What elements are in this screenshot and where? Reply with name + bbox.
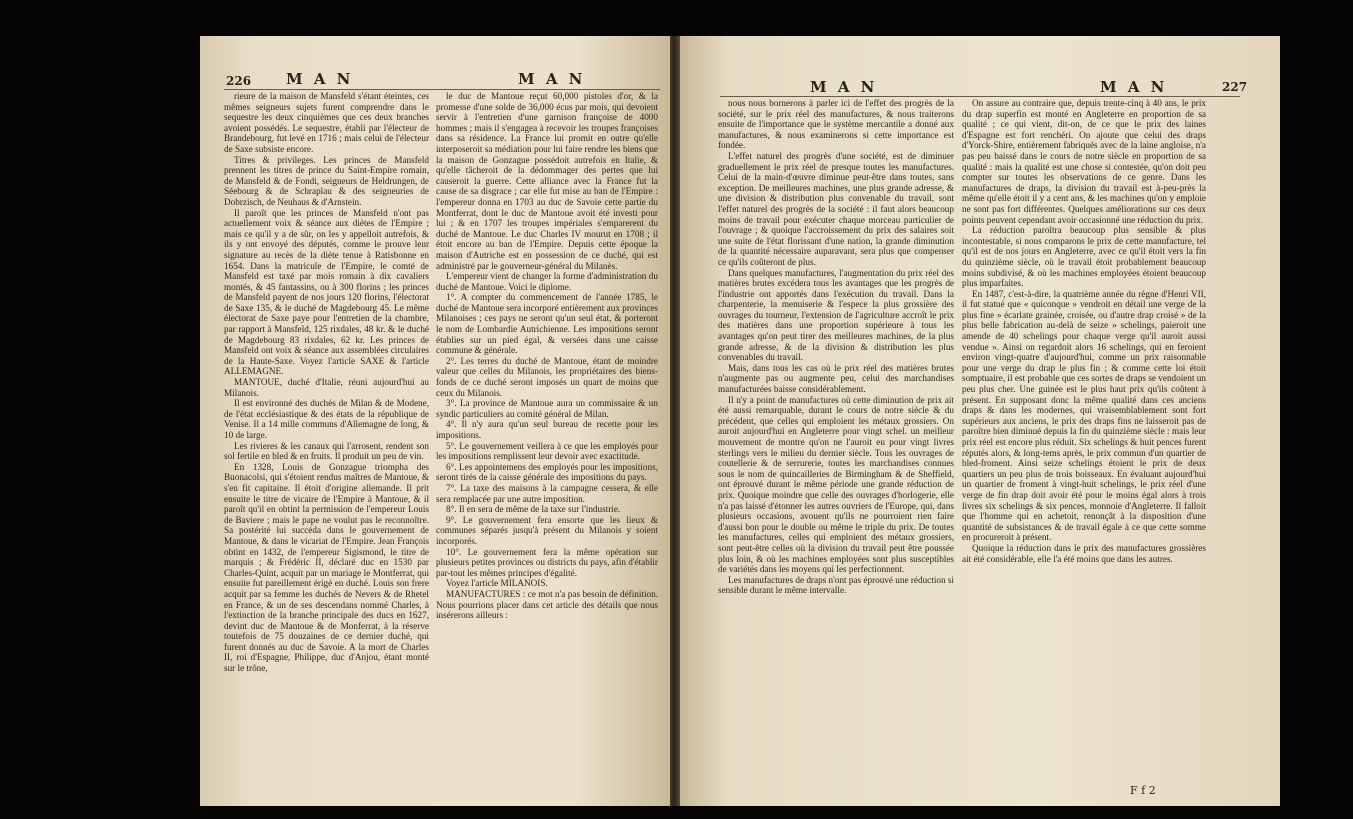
paragraph: 3°. La province de Mantoue aura un commissaire & un syndic particuliers au comité général de Milan. bbox=[436, 398, 658, 419]
running-head: M A N bbox=[518, 70, 586, 88]
running-head: M A N bbox=[810, 78, 878, 96]
signature-mark: F f 2 bbox=[1130, 784, 1156, 797]
paragraph: 10°. Le gouvernement fera la même opération sur plusieurs petites provinces ou districts du pays, afin d'établir par-tout les mêmes principes d'égalité. bbox=[436, 546, 658, 578]
paragraph: 2°. Les terres du duché de Mantoue, étant de moindre valeur que celles du Milanois, les propriétaires des biens-fonds de ce duché seront imposés un quart de moins que ceux du Milanois. bbox=[436, 355, 658, 398]
paragraph: Il n'y a point de manufactures où cette diminution de prix ait été aussi remarquable, durant le cours de notre siècle & du précédent, que celles qui emploient les métaux grossiers. On auroit aujourd'hui en Angleterre pour vingt schel. un meilleur mouvement de montre qu'on ne l'auroit eu pour vingt livres sterlings vers le milieu du dernier siècle. Tous les ouvrages de coutellerie & de serrurerie, toutes les marchandises connues sous le nom de quincailleries de Birmingham & de Sheffield, ont éprouvé durant le même période une grande réduction de prix. Quoique moindre que celle des ouvrages d'horlogerie, elle n'a pas laissé d'étonner les autres ouvriers de l'Europe, qui, dans plusieurs occasions, avouent qu'ils ne pourroient rien faire d'aussi bon pour le double ou même le triple du prix. De toutes les manufactures, celles qui emploient des métaux grossiers, sont peut-être celles où la division du travail peut être poussée plus loin, & où les machines employées sont plus susceptibles de variétés dans les moyens qui les perfectionnent. bbox=[718, 394, 954, 575]
text-column-left bbox=[718, 98, 954, 788]
paragraph: 5°. Le gouvernement veillera à ce que les employés pour les impositions remplissent leur devoir avec exactitude. bbox=[436, 440, 658, 462]
paragraph: Il paroît que les princes de Mansfeld n'ont pas actuellement voix & séance aux diètes de l'Empire ; mais ce qu'il y a de sûr, on les y appelloit autrefois, & ils y ont envoyé des députés, comme le prouve leur signature au recès de la diète tenue à Ratisbonne en 1654. Dans la matricule de l'Empire, le comté de Mansfeld est taxé par mois romain à dix cavaliers montés, & 45 fantassins, ou à 300 florins ; les princes de Mansfeld payent de nos jours 120 florins, l'électorat de Saxe 135, & le duché de Magdebourg 45. Le même électorat de Saxe paye pour l'entretien de la chambre, par rapport à Mansfeld, 125 rixdales, 48 kr. & le duché de Magdebourg 83 rixdales, 62 kr. Les princes de Mansfeld ont voix & séance aux assemblées circulaires de la Haute-Saxe. Voyez l'article SAXE & l'article ALLEMAGNE. bbox=[224, 207, 429, 377]
text-column-right bbox=[436, 91, 658, 791]
paragraph: 1°. A compter du commencement de l'année 1785, le duché de Mantoue sera incorporé entièrement aux provinces Milanoises ; ces pays ne seront qu'un seul état, & porteront le nom de Lombardie Autrichienne. Les impositions seront établies sur un pied égal, & versées dans une caisse commune & générale. bbox=[436, 292, 658, 356]
paragraph: Il est environné des duchés de Milan & de Modene, de l'état ecclésiastique & des états de la république de Venise. Il a 14 mille communs d'Allemagne de long, & 10 de large. bbox=[224, 398, 429, 440]
text-column-right bbox=[962, 98, 1206, 778]
header-rule bbox=[224, 89, 660, 90]
left-page bbox=[200, 36, 670, 806]
paragraph: Quoique la réduction dans le prix des manufactures grossières ait été considérable, elle l'a été moins que dans les autres. bbox=[962, 542, 1206, 564]
paragraph: 9°. Le gouvernement fera ensorte que les lieux & communes séparés jusqu'à présent du Milanois y soient incorporés. bbox=[436, 514, 658, 546]
running-head: M A N bbox=[1100, 78, 1168, 96]
paragraph: Les rivieres & les canaux qui l'arrosent, rendent son sol fertile en bled & en fruits. Il produit un peu de vin. bbox=[224, 440, 429, 462]
paragraph: 4°. Il n'y aura qu'un seul bureau de recette pour les impositions. bbox=[436, 419, 658, 440]
text-column-left bbox=[224, 91, 429, 791]
paragraph: L'empereur vient de changer la forme d'administration du duché de Mantoue. Voici le diplome. bbox=[436, 271, 658, 292]
paragraph: On assure au contraire que, depuis trente-cinq à 40 ans, le prix du drap superfin est monté en Angleterre en proportion de sa qualité ; ce qui vient, dit-on, de ce que le prix des laines d'Espagne est fort renchéri. On ajoute que celui des draps d'Yorck-Shire, entièrement fabriqués avec de la laine angloise, n'a pas peu baissé dans le cours de notre siècle en proportion de sa qualité : mais la qualité est une chose si contestée, qu'on doit peu compter sur toutes les observations de ce genre. Dans les manufactures de draps, la division du travail est à-peu-près la même qu'elle étoit il y a cent ans, & les machines qu'on y emploie ne sont pas fort différentes. Quelques améliorations sur ces deux points peuvent cependant avoir occasionné une réduction du prix. bbox=[962, 98, 1206, 225]
paragraph: rieure de la maison de Mansfeld s'étant éteintes, ces mêmes seigneurs sujets furent comprendre dans le sequestre les deux cinquièmes que ces deux branches avoient possédés. Le sequestre, établi par l'électeur de Brandebourg, fut levé en 1716 ; mais celui de l'électeur de Saxe subsiste encore. bbox=[224, 91, 429, 154]
paragraph: Les manufactures de draps n'ont pas éprouvé une réduction si sensible durant le même intervalle. bbox=[718, 574, 954, 596]
paragraph: Titres & privileges. Les princes de Mansfeld prennent les titres de prince du Saint-Empire romain, de Mansfeld & de Fondi, seigneurs de Heldrungen, de Séebourg & de Schraplau & des seigneuries de Dobrzisch, de Neuhaus & d'Arnstein. bbox=[224, 154, 429, 207]
right-page bbox=[680, 36, 1280, 806]
paragraph: Mais, dans tous les cas où le prix réel des matières brutes n'augmente pas ou augmente peu, celui des marchandises manufacturées baisse considérablement. bbox=[718, 362, 954, 395]
paragraph: 6°. Les appointemens des employés pour les impositions, seront tirés de la caisse générale des impositions du pays. bbox=[436, 461, 658, 483]
header-rule bbox=[720, 96, 1240, 97]
paragraph: MANUFACTURES : ce mot n'a pas besoin de définition. Nous pourrions placer dans cet article des détails que nous insérerons ailleurs : bbox=[436, 588, 658, 621]
paragraph: Dans quelques manufactures, l'augmentation du prix réel des matières brutes excédera tous les avantages que les progrès de l'industrie ont apportés dans l'exécution du travail. Dans la charpenterie, la menuiserie & l'espece la plus grossière des ouvrages du tourneur, l'extension de l'agriculture accroît le prix des matières dans une proportion supérieure à tous les avantages qu'on peut tirer des meilleures machines, de la plus grande adresse, & de la division & distribution les plus convenables du travail. bbox=[718, 267, 954, 363]
paragraph: MANTOUE, duché d'Italie, réuni aujourd'hui au Milanois. bbox=[224, 377, 429, 398]
page-number: 226 bbox=[226, 74, 252, 88]
paragraph: En 1487, c'est-à-dire, la quatrième année du règne d'Henri VII, il fut statué que « quiconque » vendroit en détail une verge de la plus fine » écarlate grainée, croisée, ou d'autre drap croisé » de la plus belle fabrication au-delà de seize » schelings, paieroit une amende de 40 schelings pour chaque verge qu'il auroit aussi vendue ». Ainsi on regardoit alors 16 schelings, qui en feroient environ vingt-quatre d'aujourd'hui, comme un prix raisonnable pour une verge du drap le plus fin ; & comme cette loi étoit somptuaire, il est probable que ces sortes de draps se vendoient un peu plus cher. Une guinée est le plus haut prix qu'ils coûtent à présent. En supposant donc la même qualité dans ces anciens draps & dans les modernes, qui vraisemblablement sont fort supérieurs aux anciens, le prix des draps fins ne laisseroit pas de paroître bien diminué depuis la fin du quinzième siècle : mais leur prix réel est encore plus réduit. Six schelings & huit pences furent réputés alors, & long-tems après, le prix commun d'un quartier de bled-froment. Ainsi seize schelings étoient le prix de deux quartiers un peu plus de trois boisseaux. En évaluant aujourd'hui un quartier de froment à vingt-huit schelings, le prix réel d'une verge de fin drap doit avoir été pour le moins égal alors à trois livres six schelings & six pences, monnoie d'Angleterre. Il falloit que l'homme qui en achetoit, renonçât à la disposition d'une quantité de subsistances & de travail égale à ce que cette somme en procureroit à présent. bbox=[962, 288, 1206, 543]
paragraph: 7°. La taxe des maisons à la campagne cessera, & elle sera remplacée par une autre imposition. bbox=[436, 482, 658, 504]
paragraph: le duc de Mantoue reçut 60,000 pistoles d'or, & la promesse d'une solde de 36,000 écus par mois, qui devoient servir à l'entretien d'une garnison françoise de 4000 hommes ; mais il s'engagea à recevoir les troupes françoises dans sa résidence. La France lui promit en outre qu'elle interposeroit sa médiation pour lui faire rendre les biens que la maison de Gonzague possédoit autrefois en Italie, & qu'elle tâcheroit de la dédommager des pertes que lui causeroit la guerre. Cette alliance avec la France fut la cause de sa disgrace ; car elle fut mise au ban de l'Empire : l'empereur donna en 1703 au duc de Savoie cette partie du Montferrat, dont le duc de Mantoue avoit été investi pour lui ; & en 1707 les troupes impériales s'emparerent du duché de Mantoue. Le duc Charles IV mourut en 1708 ; il étoit encore au ban de l'Empire. Depuis cette époque la maison d'Autriche est en possession de ce duché, qui est administré par le gouverneur-général du Milanès. bbox=[436, 91, 658, 271]
paragraph: 8°. Il en sera de même de la taxe sur l'industrie. bbox=[446, 504, 621, 515]
paragraph: Voyez l'article MILANOIS. bbox=[446, 578, 548, 589]
paragraph: L'effet naturel des progrès d'une société, est de diminuer graduellement le prix réel de presque toutes les manufactures. Celui de la main-d'œuvre diminue peut-être dans toutes, sans exception. De meilleures machines, une plus grande adresse, & une division & distribution plus convenable du travail, sont l'effet naturel des progrès de la société : il faut alors beaucoup moins de travail pour exécuter chaque morceau particulier de l'ouvrage ; & quoique l'accroissement du prix des salaires soit une suite de l'état florissant d'une nation, la grande diminution de la quantité nécessaire auparavant, sera plus que compenser ce qu'ils coûteront de plus. bbox=[718, 150, 954, 267]
page-number: 227 bbox=[1222, 80, 1248, 94]
paragraph: La réduction paroîtra beaucoup plus sensible & plus incontestable, si nous comparons le prix de cette manufacture, tel qu'il est de nos jours en Angleterre, avec ce qu'il étoit vers la fin du quinzième siècle, où le travail étoit probablement beaucoup moins subdivisé, & où les machines employées étoient beaucoup plus imparfaites. bbox=[962, 225, 1206, 289]
running-head: M A N bbox=[286, 70, 354, 88]
paragraph: En 1328, Louis de Gonzague triompha des Buonacolsi, qui s'étoient rendus maîtres de Mantoue, & s'en fit capitaine. Il étoit d'origine allemande. Il prit ensuite le titre de vicaire de l'Empire à Mantoue, & il paroît qu'il en obtint la permission de l'empereur Louis de Baviere ; mais le pape ne voulut pas le reconnoître. Sa postérité lui succéda dans le gouvernement de Mantoue, & dans le vicariat de l'Empire. Jean François obtint en 1432, de l'empereur Sigismond, le titre de marquis ; & Frédéric II, déclaré duc en 1530 par Charles-Quint, acquit par un mariage le Montferrat, qui ensuite fut pareillement érigé en duché. Louis son frere acquit par sa femme les duchés de Nevers & de Rhetel en France, & un de ses descendans nommé Charles, à l'extinction de la branche principale des ducs en 1627, devint duc de Mantoue & de Monferrat, à la réserve toutefois de 75 douzaines de ce dernier duché, qui furent donnés au duc de Savoie. A la mort de Charles II, roi d'Espagne, Philippe, duc d'Anjou, étant monté sur le trône, bbox=[224, 461, 429, 674]
paragraph: nous nous bornerons à parler ici de l'effet des progrès de la société, sur le prix réel des manufactures, & nous traiterons ensuite de l'importance que le système mercantile a donné aux manufactures, & nous examinerons si cette importance est fondée. bbox=[718, 98, 954, 151]
